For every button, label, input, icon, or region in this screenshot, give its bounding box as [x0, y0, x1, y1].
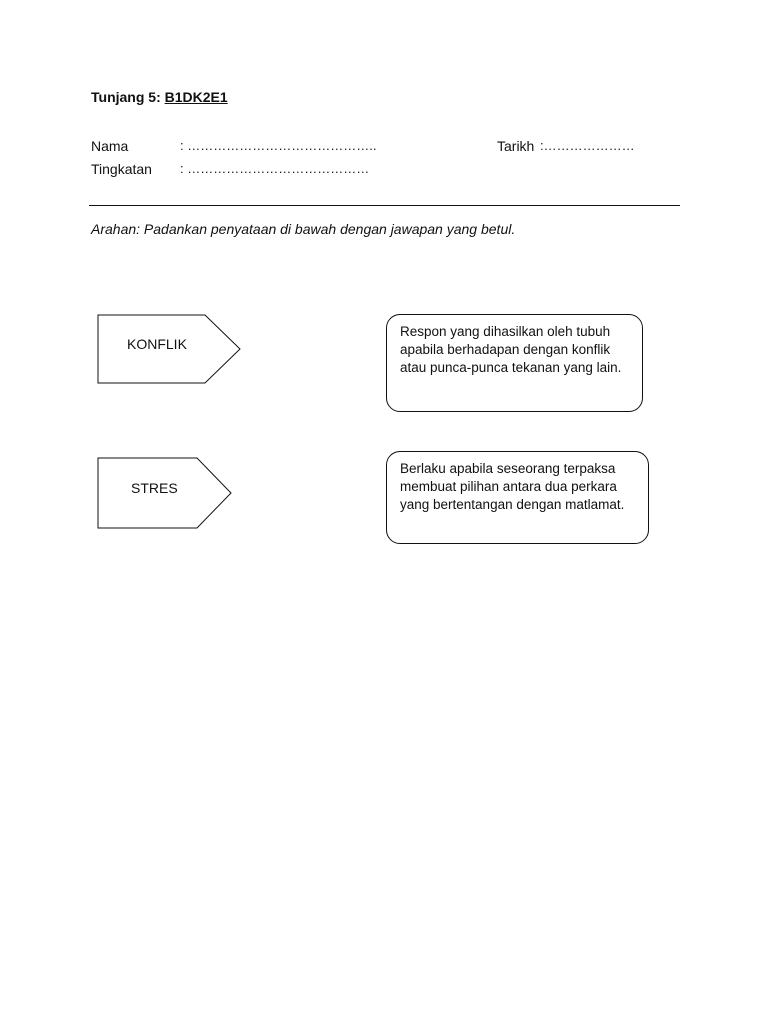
- worksheet-heading: [91, 89, 228, 105]
- definition-box-2: Berlaku apabila seseorang terpaksa membuat pilihan antara dua perkara yang bertentangan dengan matlamat.: [386, 451, 649, 544]
- header-divider: [89, 205, 680, 206]
- date-label: Tarikh: [497, 138, 535, 154]
- class-label: Tingkatan: [91, 161, 152, 177]
- term-box-stres: [97, 457, 232, 529]
- term-label: KONFLIK: [127, 336, 187, 352]
- name-label: Nama: [91, 138, 129, 154]
- instruction-text: Arahan: Padankan penyataan di bawah dengan jawapan yang betul.: [91, 221, 516, 237]
- heading-code: B1DK2E1: [164, 89, 228, 105]
- name-blank: : ……………………………………..: [180, 138, 377, 153]
- term-label: STRES: [131, 480, 178, 496]
- date-blank: :…………………: [540, 138, 635, 153]
- class-blank: : ……………………………………: [180, 161, 370, 176]
- definition-box-1: Respon yang dihasilkan oleh tubuh apabila berhadapan dengan konflik atau punca-punca tekanan yang lain.: [386, 314, 643, 412]
- heading-prefix: Tunjang 5:: [91, 89, 161, 105]
- term-box-konflik: [97, 314, 241, 384]
